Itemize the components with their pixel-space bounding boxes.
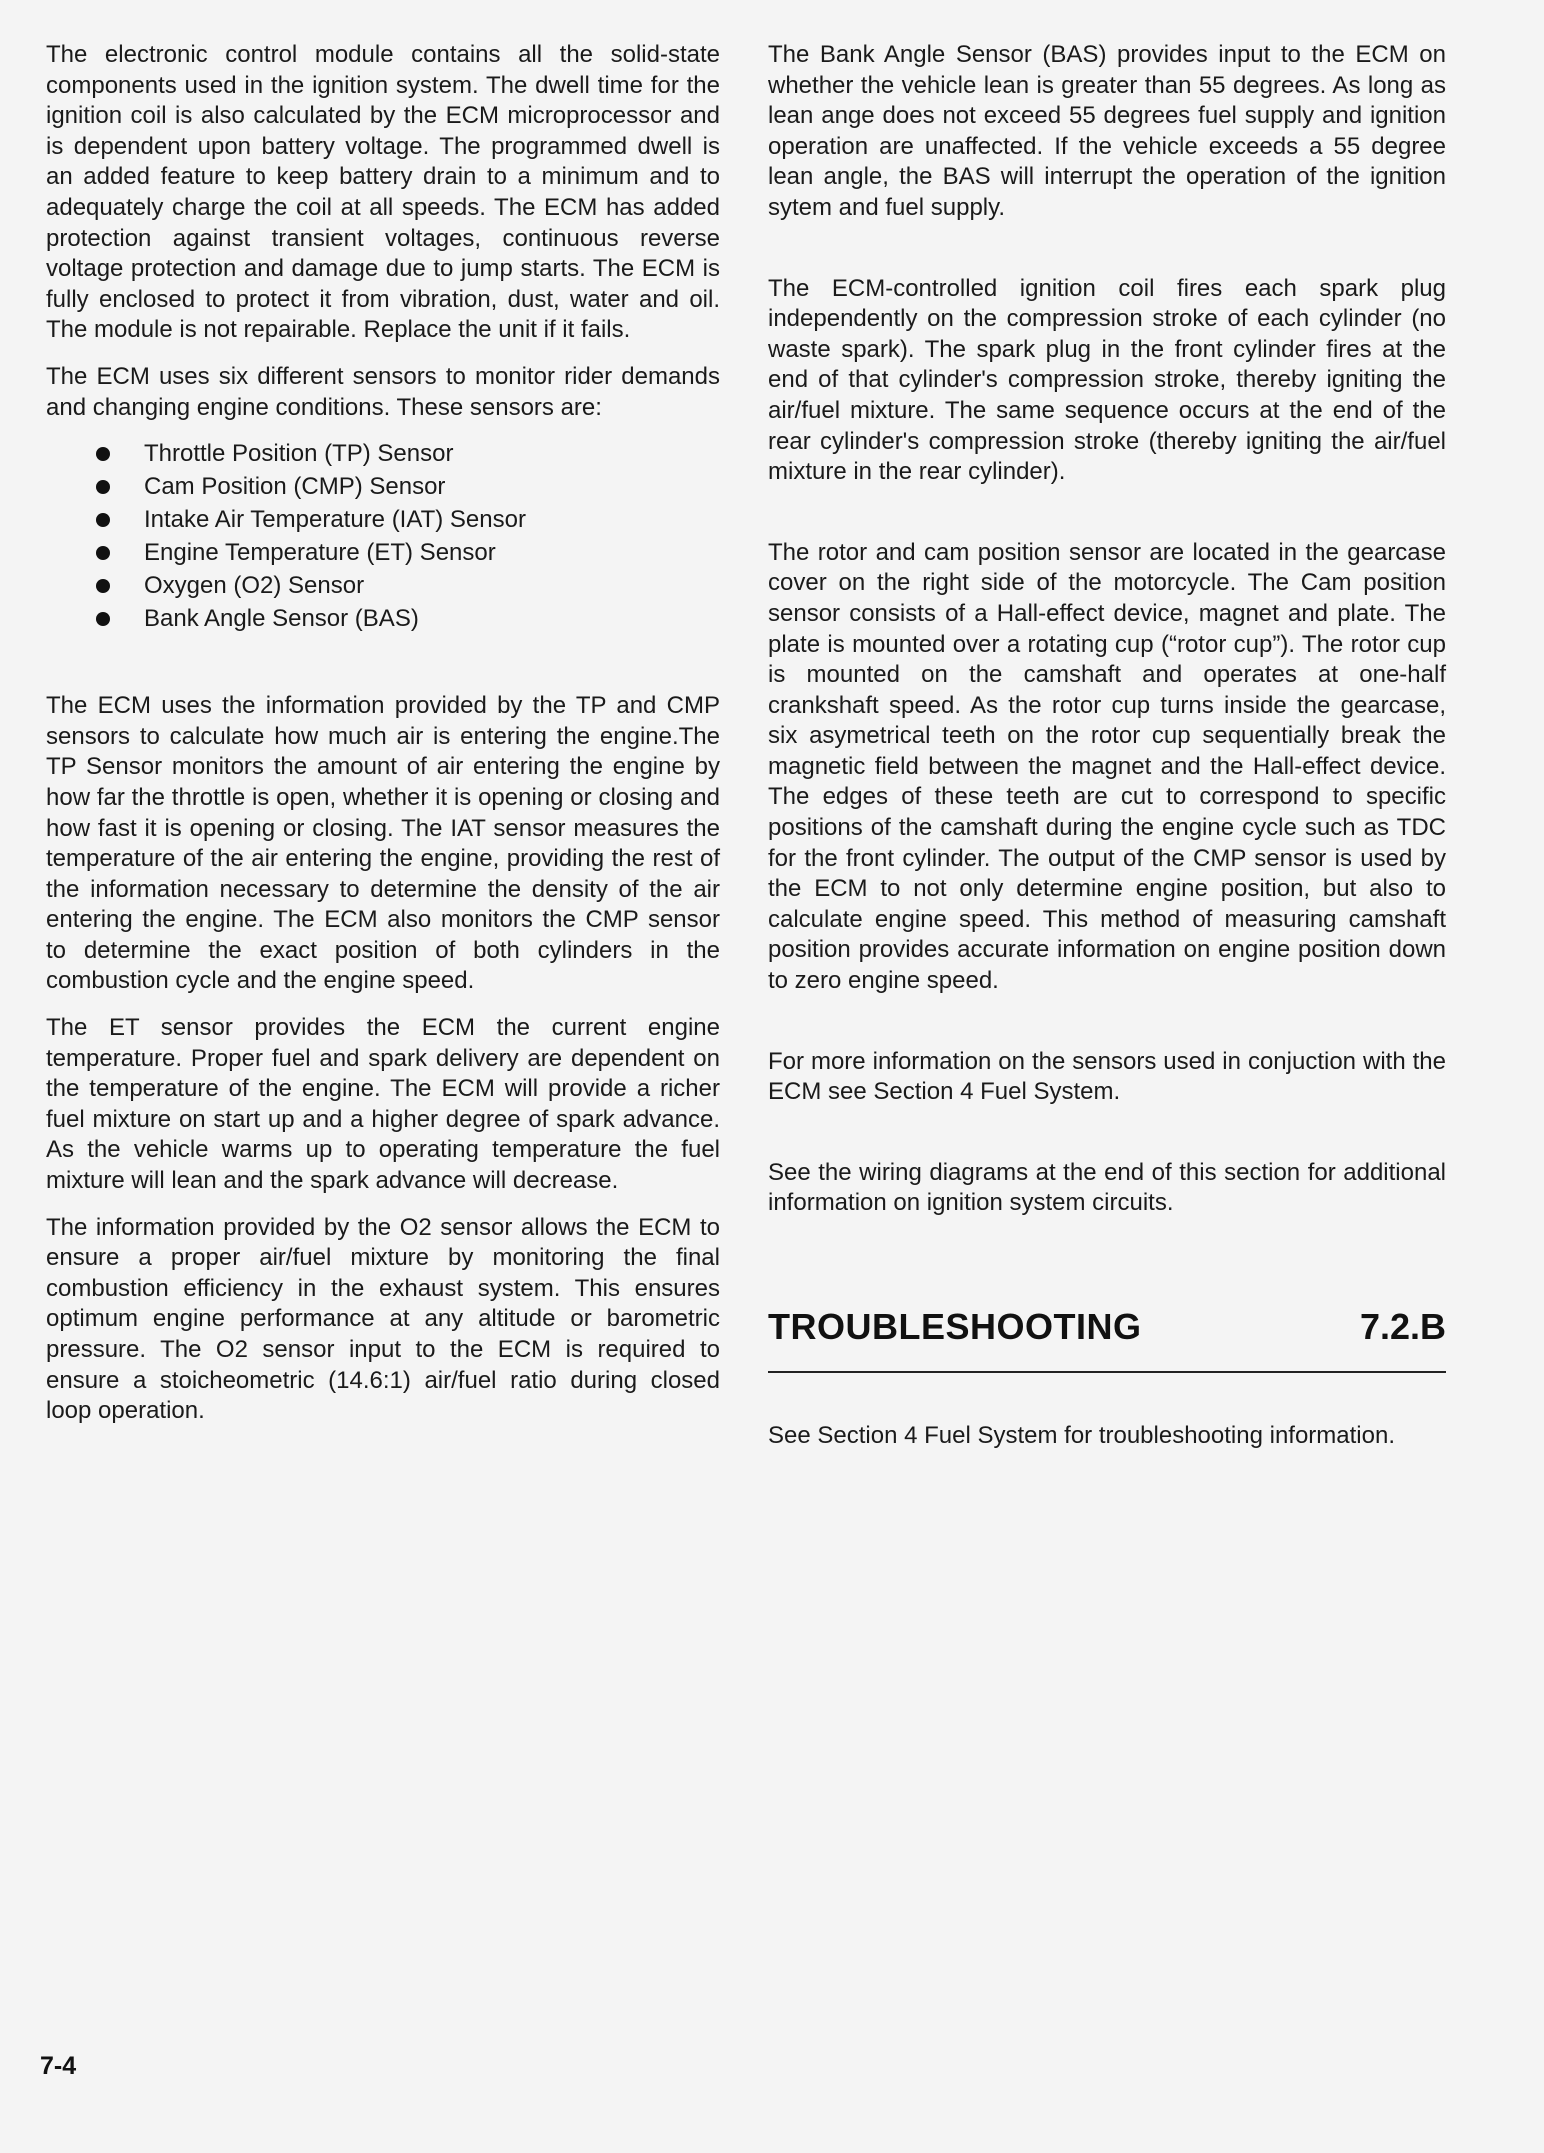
paragraph-wiring-diagrams: See the wiring diagrams at the end of this section for additional information on ignition system circuits.: [768, 1158, 1446, 1217]
section-title: TROUBLESHOOTING: [768, 1306, 1142, 1347]
section-number: 7.2.B: [1359, 1306, 1446, 1347]
bullet-icon: [96, 480, 110, 494]
list-item-label: Oxygen (O2) Sensor: [144, 572, 365, 600]
paragraph-sensors-intro: The ECM uses six different sensors to monitor rider demands and changing engine conditions. These sensors are:: [46, 362, 720, 421]
bullet-icon: [96, 513, 110, 527]
bullet-icon: [96, 612, 110, 626]
left-column: [46, 40, 720, 1427]
paragraph-tp-cmp: The ECM uses the information provided by the TP and CMP sensors to calculate how much air is entering the engine.The TP Sensor monitors the amount of air entering the engine by how far the throttle is open, whether it is opening or closing and how fast it is opening or closing. The IAT sensor measures the temperature of the air entering the engine, providing the rest of the information necessary to determine the density of the air entering the engine. The ECM also monitors the CMP sensor to determine the exact position of both cylinders in the combustion cycle and the engine speed.: [46, 692, 720, 995]
list-item-label: Throttle Position (TP) Sensor: [144, 440, 454, 468]
list-item: [46, 569, 720, 602]
section-heading: [768, 1305, 1446, 1373]
list-item-label: Engine Temperature (ET) Sensor: [144, 539, 496, 567]
list-item-label: Intake Air Temperature (IAT) Sensor: [144, 506, 526, 534]
paragraph-bank-angle: The Bank Angle Sensor (BAS) provides input to the ECM on whether the vehicle lean is greater than 55 degrees. As long as lean ange does not exceed 55 degrees fuel supply and ignition operation are unaffected. If the vehicle exceeds a 55 degree lean angle, the BAS will interrupt the operation of the ignition sytem and fuel supply.: [768, 41, 1446, 221]
list-item: [46, 470, 720, 503]
bullet-icon: [96, 447, 110, 461]
list-item: [46, 536, 720, 569]
bullet-icon: [96, 579, 110, 593]
paragraph-et-sensor: The ET sensor provides the ECM the current engine temperature. Proper fuel and spark delivery are dependent on the temperature of the engine. The ECM will provide a richer fuel mixture on start up and a higher degree of spark advance. As the vehicle warms up to operating temperature the fuel mixture will lean and the spark advance will decrease.: [46, 1014, 720, 1195]
list-item-label: Cam Position (CMP) Sensor: [144, 473, 446, 501]
paragraph-ignition-coil: The ECM-controlled ignition coil fires each spark plug independently on the compression stroke of each cylinder (no waste spark). The spark plug in the front cylinder fires at the end of that cylinder's compression stroke, thereby igniting the air/fuel mixture. The same sequence occurs at the end of the rear cylinder's compression stroke (thereby igniting the air/fuel mixture in the rear cylinder).: [768, 274, 1446, 486]
paragraph-more-info: For more information on the sensors used in conjuction with the ECM see Section 4 Fuel System.: [768, 1047, 1446, 1106]
sensor-list: [46, 437, 720, 635]
page-number: 7-4: [40, 2052, 77, 2080]
right-column: [768, 40, 1446, 1452]
list-item: [46, 503, 720, 536]
paragraph-cam-position: The rotor and cam position sensor are located in the gearcase cover on the right side of the motorcycle. The Cam position sensor consists of a Hall-effect device, magnet and plate. The plate is mounted over a rotating cup (“rotor cup”). The rotor cup is mounted on the camshaft and operates at one-half crankshaft speed. As the rotor cup turns inside the gearcase, six asymetrical teeth on the rotor cup sequentially break the magnetic field between the magnet and the Hall-effect device. The edges of these teeth are cut to correspond to specific positions of the camshaft during the engine cycle such as TDC for the front cylinder. The output of the CMP sensor is used by the ECM to not only determine engine position, but also to calculate engine speed. This method of measuring camshaft position provides accurate information on engine position down to zero engine speed.: [768, 538, 1446, 995]
bullet-icon: [96, 546, 110, 560]
paragraph-ecm-overview: The electronic control module contains all the solid-state components used in the ignition system. The dwell time for the ignition coil is also calculated by the ECM microprocessor and is dependent upon battery voltage. The programmed dwell is an added feature to keep battery drain to a minimum and to adequately charge the coil at all speeds. The ECM has added protection against transient voltages, continuous reverse voltage protection and damage due to jump starts. The ECM is fully enclosed to protect it from vibration, dust, water and oil. The module is not repairable. Replace the unit if it fails.: [46, 41, 720, 344]
list-item-label: Bank Angle Sensor (BAS): [144, 605, 419, 633]
list-item: [46, 437, 720, 470]
paragraph-troubleshooting: See Section 4 Fuel System for troubleshooting information.: [768, 1422, 1395, 1449]
list-item: [46, 602, 720, 635]
paragraph-o2-sensor: The information provided by the O2 sensor allows the ECM to ensure a proper air/fuel mixture by monitoring the final combustion efficiency in the exhaust system. This ensures optimum engine performance at any altitude or barometric pressure. The O2 sensor input to the ECM is required to ensure a stoicheometric (14.6:1) air/fuel ratio during closed loop operation.: [46, 1213, 720, 1425]
